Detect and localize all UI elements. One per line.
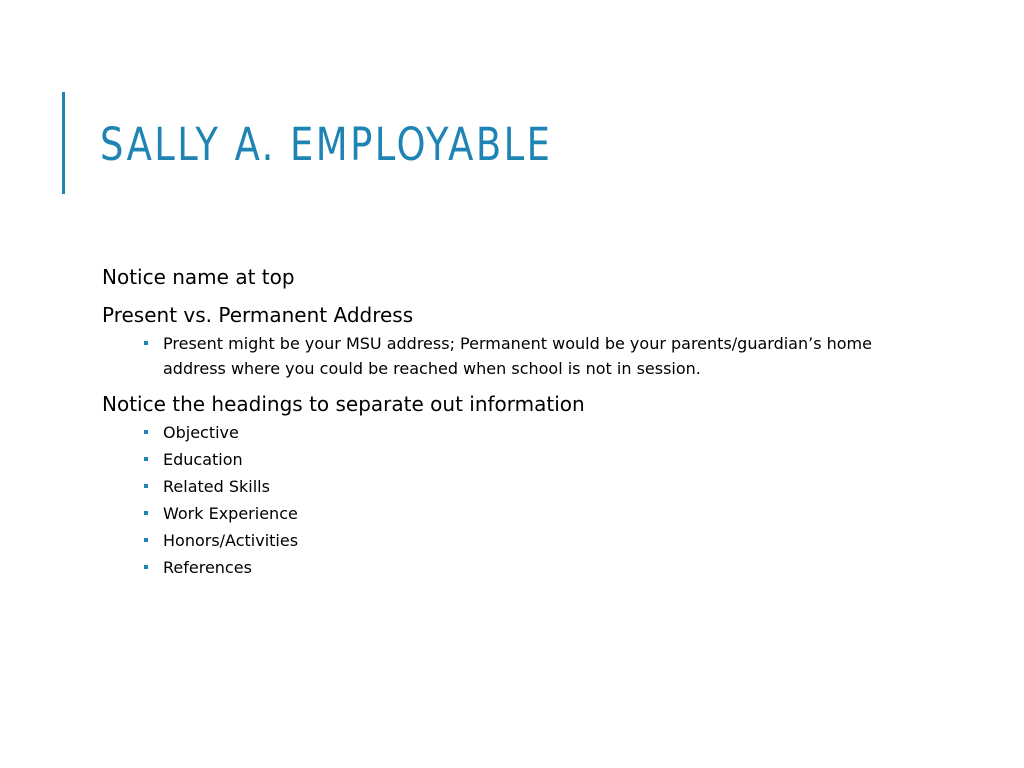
list-item [163,448,902,472]
bullet-icon [144,457,148,461]
bullet-icon [144,430,148,434]
section-address [102,300,902,381]
bullet-icon [144,484,148,488]
slide-body [102,262,902,583]
title-accent-bar [62,92,65,194]
list-item [163,502,902,526]
section-heading: Present vs. Permanent Address [102,303,414,327]
list-item [163,529,902,553]
sub-bullet-list [102,421,902,580]
bullet-icon [144,511,148,515]
bullet-icon [144,538,148,542]
list-item-text: Related Skills [163,477,270,496]
list-item-text: Education [163,450,243,469]
bullet-icon [144,341,148,345]
list-item-text: Honors/Activities [163,531,299,550]
bullet-icon [144,565,148,569]
list-item [163,556,902,580]
list-item-text: Work Experience [163,504,298,523]
sub-bullet-list [102,332,902,381]
list-item-text: Objective [163,423,239,442]
section-heading: Notice name at top [102,265,295,289]
list-item-text: References [163,558,252,577]
section-headings [102,389,902,580]
list-item [163,421,902,445]
section-name-at-top [102,262,902,292]
list-item-text: Present might be your MSU address; Permanent would be your parents/guardian’s home address where you could be reached when school is not in session. [163,334,872,378]
section-heading: Notice the headings to separate out information [102,392,585,416]
slide-title: SALLY A. EMPLOYABLE [100,118,553,171]
list-item [163,332,888,381]
list-item [163,475,902,499]
